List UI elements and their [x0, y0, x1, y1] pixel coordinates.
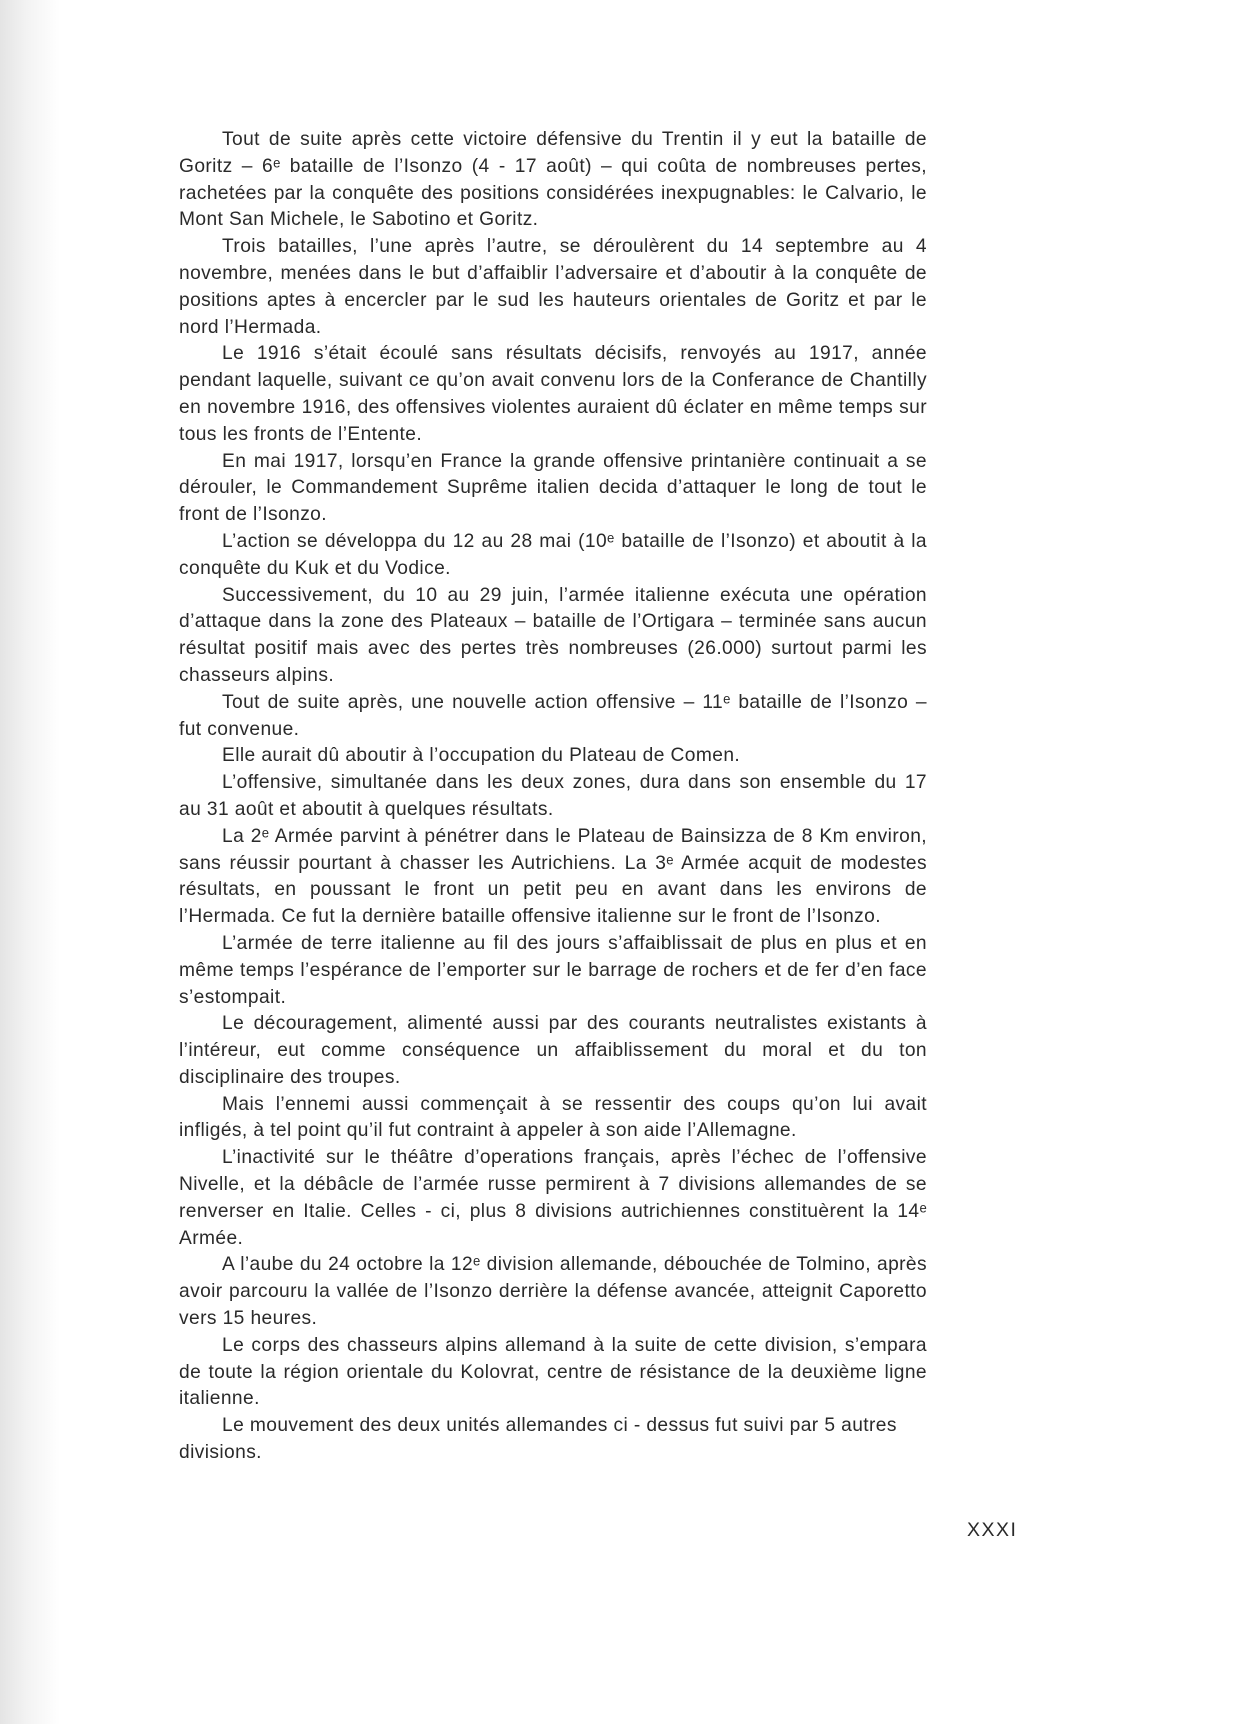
paragraph: Le mouvement des deux unités allemandes ci - dessus fut suivi par 5 autres divisions.: [179, 1415, 897, 1464]
paragraph: Elle aurait dû aboutir à l’occupation du Plateau de Comen.: [222, 745, 741, 767]
paragraph: Mais l’ennemi aussi commençait à se ressentir des coups qu’on lui avait infligés, à tel point qu’il fut contraint à appeler à son aide l’Allemagne.: [179, 1093, 927, 1142]
paragraph: Tout de suite après, une nouvelle action offensive – 11ᵉ bataille de l’Isonzo – fut convenue.: [179, 691, 927, 740]
paragraph: A l’aube du 24 octobre la 12ᵉ division allemande, débouchée de Tolmino, après avoir parcouru la vallée de l’Isonzo derrière la défense avancée, atteignit Caporetto vers 15 heures.: [179, 1254, 927, 1330]
paragraph: L’offensive, simultanée dans les deux zones, dura dans son ensemble du 17 au 31 août et aboutit à quelques résultats.: [179, 772, 927, 820]
paragraph: L’inactivité sur le théâtre d’operations français, après l’échec de l’offensive Nivelle, et la débâcle de l’armée russe permirent à 7 divisions allemandes de se renverser en Italie. Celles - ci, plus 8 divisions autrichiennes constituèrent la 14ᵉ Armée.: [179, 1147, 927, 1249]
paragraph: L’action se développa du 12 au 28 mai (10ᵉ bataille de l’Isonzo) et aboutit à la conquête du Kuk et du Vodice.: [179, 530, 927, 579]
paragraph: Le 1916 s’était écoulé sans résultats décisifs, renvoyés au 1917, année pendant laquelle, suivant ce qu’on avait convenu lors de la Conferance de Chantilly en novembre 1916, des offensives violentes auraient dû éclater en même temps sur tous les fronts de l’Entente.: [179, 343, 927, 445]
paragraph: Le découragement, alimenté aussi par des courants neutralistes existants à l’intéreur, eut comme conséquence un affaiblissement du moral et du ton disciplinaire des troupes.: [179, 1013, 927, 1088]
paragraph: L’armée de terre italienne au fil des jours s’affaiblissait de plus en plus et en même temps l’espérance de l’emporter sur le barrage de rochers et de fer d’en face s’estompait.: [179, 932, 927, 1008]
page-edge-shadow: [0, 0, 60, 1724]
paragraph: Le corps des chasseurs alpins allemand à la suite de cette division, s’empara de toute la région orientale du Kolovrat, centre de résistance de la deuxième ligne italienne.: [179, 1334, 927, 1410]
paragraph: Successivement, du 10 au 29 juin, l’armée italienne exécuta une opération d’attaque dans la zone des Plateaux – bataille de l’Ortigara – terminée sans aucun résultat positif mais avec des pertes très nombreuses (26.000) surtout parmi les chasseurs alpins.: [179, 584, 927, 686]
body-text: [179, 127, 927, 1467]
paragraph: La 2ᵉ Armée parvint à pénétrer dans le Plateau de Bainsizza de 8 Km environ, sans réussir pourtant à chasser les Autrichiens. La 3ᵉ Armée acquit de modestes résultats, en poussant le front un petit peu en avant dans les environs de l’Hermada. Ce fut la dernière bataille offensive italienne sur le front de l’Isonzo.: [179, 825, 927, 928]
page-number: XXXI: [967, 1519, 1018, 1541]
paragraph: Tout de suite après cette victoire défensive du Trentin il y eut la bataille de Goritz – 6ᵉ bataille de l’Isonzo (4 - 17 août) – qui coûta de nombreuses pertes, rachetées par la conquête des positions considérées inexpugnables: le Calvario, le Mont San Michele, le Sabotino et Goritz.: [179, 129, 927, 231]
paragraph: En mai 1917, lorsqu’en France la grande offensive printanière continuait a se dérouler, le Commandement Suprême italien decida d’attaquer le long de tout le front de l’Isonzo.: [179, 450, 927, 526]
paragraph: Trois batailles, l’une après l’autre, se déroulèrent du 14 septembre au 4 novembre, menées dans le but d’affaiblir l’adversaire et d’aboutir à la conquête de positions aptes à encercler par le sud les hauteurs orientales de Goritz et par le nord l’Hermada.: [179, 236, 927, 338]
